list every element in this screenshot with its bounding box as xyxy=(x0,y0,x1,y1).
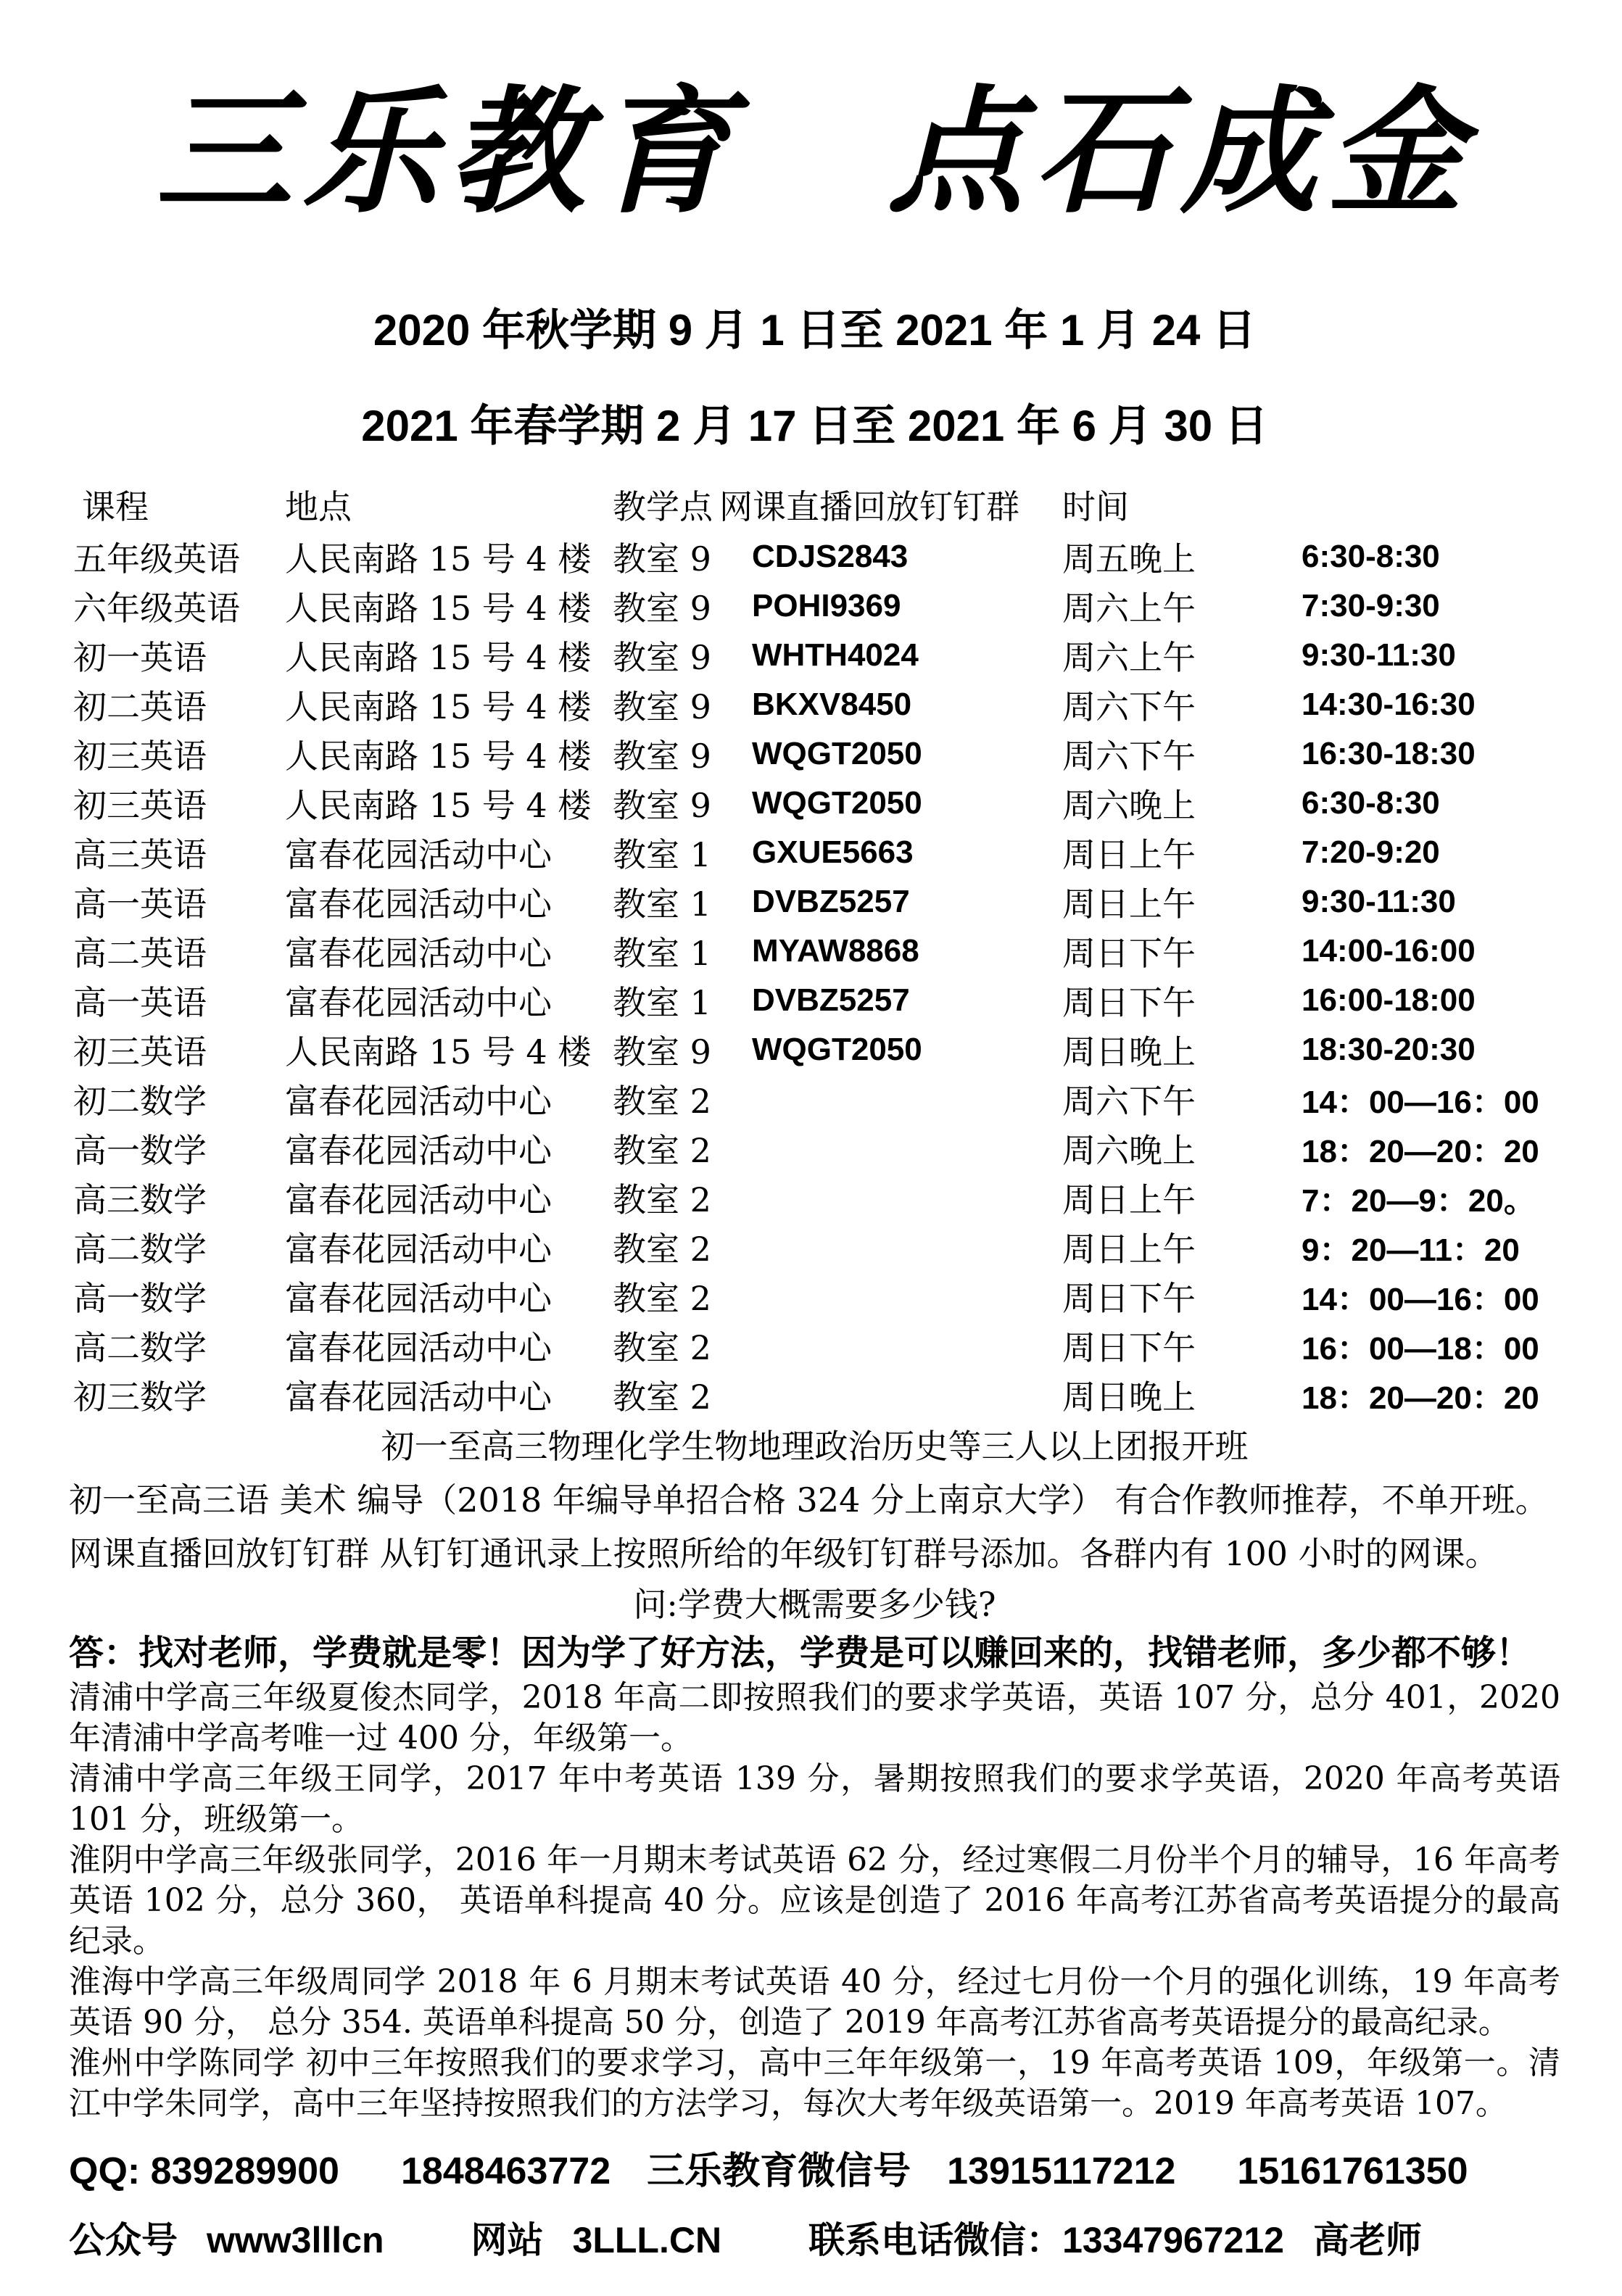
schedule-row xyxy=(69,1173,1560,1222)
schedule-row xyxy=(69,581,1560,631)
course-cell: 高一英语 xyxy=(73,983,207,1022)
day-cell: 周日下午 xyxy=(1062,983,1196,1022)
time-cell: 16:30-18:30 xyxy=(1302,736,1476,771)
time-cell: 16:00-18:00 xyxy=(1302,982,1476,1018)
course-cell: 初二英语 xyxy=(73,687,207,726)
room-cell: 教室 1 xyxy=(613,835,711,874)
location-cell: 人民南路 15 号 4 楼 xyxy=(285,638,592,677)
course-cell: 初三英语 xyxy=(73,786,207,825)
schedule-table xyxy=(69,481,1560,1420)
room-cell: 教室 2 xyxy=(613,1328,711,1367)
day-cell: 周日下午 xyxy=(1062,1328,1196,1367)
room-cell: 教室 9 xyxy=(613,1032,711,1072)
course-cell: 高三英语 xyxy=(73,835,207,874)
wechat-label: 三乐教育微信号 xyxy=(647,2149,911,2193)
schedule-row xyxy=(69,1272,1560,1321)
time-cell: 6:30-8:30 xyxy=(1302,785,1440,821)
qq-numbers: QQ: 839289900 xyxy=(69,2150,339,2192)
group-cell: POHI9369 xyxy=(752,588,901,623)
day-cell: 周六下午 xyxy=(1062,737,1196,776)
location-cell: 富春花园活动中心 xyxy=(285,1180,552,1219)
room-cell: 教室 9 xyxy=(613,539,711,579)
day-cell: 周六晚上 xyxy=(1062,1131,1196,1170)
location-cell: 富春花园活动中心 xyxy=(285,934,552,973)
group-cell: DVBZ5257 xyxy=(752,982,910,1018)
header-time: 时间 xyxy=(1062,487,1129,526)
schedule-row xyxy=(69,976,1560,1025)
group-cell: WQGT2050 xyxy=(752,1032,922,1067)
location-cell: 富春花园活动中心 xyxy=(285,983,552,1022)
day-cell: 周五晚上 xyxy=(1062,539,1196,579)
schedule-row xyxy=(69,1370,1560,1420)
schedule-row xyxy=(69,680,1560,729)
group-enrollment-note: 初一至高三物理化学生物地理政治历史等三人以上团报开班 xyxy=(381,1427,1249,1466)
testimonial-paragraph: 清浦中学高三年级夏俊杰同学，2018 年高二即按照我们的要求学英语，英语 107 分，总分 401，2020 年清浦中学高考唯一过 400 分，年级第一。 xyxy=(69,1679,1560,1757)
room-cell: 教室 9 xyxy=(613,687,711,726)
day-cell: 周日上午 xyxy=(1062,1230,1196,1269)
course-cell: 高一数学 xyxy=(73,1131,207,1170)
day-cell: 周六下午 xyxy=(1062,687,1196,726)
room-cell: 教室 1 xyxy=(613,983,711,1022)
schedule-row xyxy=(69,1025,1560,1074)
schedule-row xyxy=(69,729,1560,779)
group-cell: WQGT2050 xyxy=(752,736,922,771)
website-label: 网站 xyxy=(471,2218,544,2261)
room-cell: 教室 9 xyxy=(613,589,711,628)
day-cell: 周日上午 xyxy=(1062,835,1196,874)
schedule-row xyxy=(69,1222,1560,1272)
schedule-header-row xyxy=(69,481,1560,532)
room-cell: 教室 2 xyxy=(613,1082,711,1121)
tuition-answer: 答：找对老师，学费就是零！因为学了好方法，学费是可以赚回来的，找错老师，多少都不够！ xyxy=(69,1633,1531,1673)
group-cell: WQGT2050 xyxy=(752,785,922,821)
schedule-row xyxy=(69,532,1560,581)
location-cell: 人民南路 15 号 4 楼 xyxy=(285,589,592,628)
location-cell: 人民南路 15 号 4 楼 xyxy=(285,786,592,825)
course-cell: 初三英语 xyxy=(73,737,207,776)
time-cell: 9:30-11:30 xyxy=(1302,884,1456,919)
room-cell: 教室 1 xyxy=(613,934,711,973)
course-cell: 高一英语 xyxy=(73,884,207,924)
time-cell: 14:00-16:00 xyxy=(1302,933,1476,969)
contact-line-qq-wechat xyxy=(69,2150,1560,2193)
header-course: 课程 xyxy=(82,487,149,526)
time-cell: 6:30-8:30 xyxy=(1302,539,1440,574)
schedule-row xyxy=(69,1074,1560,1124)
schedule-row xyxy=(69,927,1560,976)
time-cell: 18：20—20：20 xyxy=(1302,1380,1539,1416)
course-cell: 高二数学 xyxy=(73,1328,207,1367)
page-title: 三乐教育 点石成金 xyxy=(155,72,1474,232)
schedule-row xyxy=(69,631,1560,680)
time-cell: 9:30-11:30 xyxy=(1302,637,1456,673)
testimonial-paragraph: 淮州中学陈同学 初中三年按照我们的要求学习，高中三年年级第一，19 年高考英语 109，年级第一。清江中学朱同学，高中三年坚持按照我们的方法学习，每次大考年级英语第一。2019 年高考英语 107。 xyxy=(69,2044,1560,2122)
schedule-row xyxy=(69,828,1560,877)
location-cell: 富春花园活动中心 xyxy=(285,1279,552,1318)
schedule-row xyxy=(69,779,1560,828)
room-cell: 教室 9 xyxy=(613,638,711,677)
teacher-name: 高老师 xyxy=(1312,2218,1422,2261)
room-cell: 教室 2 xyxy=(613,1279,711,1318)
course-cell: 初三数学 xyxy=(73,1377,207,1417)
time-cell: 16：00—18：00 xyxy=(1302,1331,1539,1367)
testimonial-paragraph: 淮阴中学高三年级张同学，2016 年一月期末考试英语 62 分，经过寒假二月份半个月的辅导，16 年高考英语 102 分，总分 360， 英语单科提高 40 分。应该是创造了 2016 年高考江苏省高考英语提分的最高纪录。 xyxy=(69,1841,1560,1960)
time-cell: 7:30-9:30 xyxy=(1302,588,1440,623)
location-cell: 富春花园活动中心 xyxy=(285,1082,552,1121)
phone-wechat-label: 联系电话微信： xyxy=(808,2218,1063,2261)
semester-date-fall: 2020 年秋学期 9 月 1 日至 2021 年 1 月 24 日 xyxy=(373,306,1257,355)
contact-line-web-phone xyxy=(69,2218,1560,2262)
official-account-label: 公众号 xyxy=(69,2218,178,2261)
group-cell: CDJS2843 xyxy=(752,539,909,574)
location-cell: 人民南路 15 号 4 楼 xyxy=(285,1032,592,1072)
semester-date-spring: 2021 年春学期 2 月 17 日至 2021 年 6 月 30 日 xyxy=(361,402,1268,450)
day-cell: 周日上午 xyxy=(1062,884,1196,924)
qq-number-2: 1848463772 xyxy=(400,2150,611,2192)
location-cell: 人民南路 15 号 4 楼 xyxy=(285,539,592,579)
time-cell: 7:20-9:20 xyxy=(1302,834,1440,870)
course-cell: 高二数学 xyxy=(73,1230,207,1269)
day-cell: 周日下午 xyxy=(1062,934,1196,973)
day-cell: 周日下午 xyxy=(1062,1279,1196,1318)
tuition-question: 问:学费大概需要多少钱? xyxy=(633,1585,996,1624)
course-cell: 五年级英语 xyxy=(73,539,240,579)
course-cell: 初一英语 xyxy=(73,638,207,677)
dingtalk-instruction-note: 网课直播回放钉钉群 从钉钉通讯录上按照所给的年级钉钉群号添加。各群内有 100 小时的网课。 xyxy=(69,1534,1499,1573)
art-media-note: 初一至高三语 美术 编导（2018 年编导单招合格 324 分上南京大学） 有合作教师推荐，不单开班。 xyxy=(69,1480,1549,1520)
course-cell: 高一数学 xyxy=(73,1279,207,1318)
official-account-id: www3lllcn xyxy=(207,2220,384,2260)
time-cell: 7：20—9：20。 xyxy=(1302,1183,1536,1219)
course-cell: 高三数学 xyxy=(73,1180,207,1219)
header-dingtalk-group: 网课直播回放钉钉群 xyxy=(719,487,1019,526)
group-cell: GXUE5663 xyxy=(752,834,914,870)
day-cell: 周六下午 xyxy=(1062,1082,1196,1121)
room-cell: 教室 1 xyxy=(613,884,711,924)
time-cell: 14：00—16：00 xyxy=(1302,1282,1539,1317)
testimonials xyxy=(69,1678,1560,2124)
time-cell: 18:30-20:30 xyxy=(1302,1032,1476,1067)
day-cell: 周日晚上 xyxy=(1062,1032,1196,1072)
location-cell: 富春花园活动中心 xyxy=(285,1230,552,1269)
wechat-number-1: 13915117212 xyxy=(947,2150,1176,2192)
group-cell: DVBZ5257 xyxy=(752,884,910,919)
room-cell: 教室 2 xyxy=(613,1180,711,1219)
location-cell: 人民南路 15 号 4 楼 xyxy=(285,737,592,776)
group-cell: WHTH4024 xyxy=(752,637,919,673)
time-cell: 9：20—11：20 xyxy=(1302,1232,1520,1268)
wechat-number-2: 15161761350 xyxy=(1237,2150,1468,2192)
semester-dates xyxy=(69,283,1560,474)
day-cell: 周日晚上 xyxy=(1062,1377,1196,1417)
phone-number: 13347967212 xyxy=(1062,2220,1284,2260)
location-cell: 富春花园活动中心 xyxy=(285,1377,552,1417)
website-url: 3LLL.CN xyxy=(572,2220,722,2260)
course-cell: 高二英语 xyxy=(73,934,207,973)
header-classroom: 教学点 xyxy=(613,487,713,526)
room-cell: 教室 9 xyxy=(613,737,711,776)
location-cell: 人民南路 15 号 4 楼 xyxy=(285,687,592,726)
room-cell: 教室 9 xyxy=(613,786,711,825)
room-cell: 教室 2 xyxy=(613,1230,711,1269)
course-cell: 初三英语 xyxy=(73,1032,207,1072)
location-cell: 富春花园活动中心 xyxy=(285,1328,552,1367)
location-cell: 富春花园活动中心 xyxy=(285,884,552,924)
schedule-row xyxy=(69,1321,1560,1370)
time-cell: 14:30-16:30 xyxy=(1302,687,1476,722)
header-location: 地点 xyxy=(285,487,352,526)
day-cell: 周六晚上 xyxy=(1062,786,1196,825)
location-cell: 富春花园活动中心 xyxy=(285,835,552,874)
schedule-row xyxy=(69,1124,1560,1173)
testimonial-paragraph: 淮海中学高三年级周同学 2018 年 6 月期末考试英语 40 分，经过七月份一个月的强化训练，19 年高考英语 90 分， 总分 354. 英语单科提高 50 分，创造了 2019 年高考江苏省高考英语提分的最高纪录。 xyxy=(69,1963,1560,2041)
schedule-row xyxy=(69,877,1560,927)
group-cell: BKXV8450 xyxy=(752,687,912,722)
time-cell: 18：20—20：20 xyxy=(1302,1134,1539,1169)
day-cell: 周日上午 xyxy=(1062,1180,1196,1219)
room-cell: 教室 2 xyxy=(613,1131,711,1170)
schedule-body xyxy=(69,532,1560,1420)
testimonial-paragraph: 清浦中学高三年级王同学，2017 年中考英语 139 分，暑期按照我们的要求学英语，2020 年高考英语 101 分，班级第一。 xyxy=(69,1760,1560,1838)
room-cell: 教室 2 xyxy=(613,1377,711,1417)
course-cell: 六年级英语 xyxy=(73,589,240,628)
course-cell: 初二数学 xyxy=(73,1082,207,1121)
group-cell: MYAW8868 xyxy=(752,933,919,969)
day-cell: 周六上午 xyxy=(1062,589,1196,628)
location-cell: 富春花园活动中心 xyxy=(285,1131,552,1170)
time-cell: 14：00—16：00 xyxy=(1302,1085,1539,1120)
day-cell: 周六上午 xyxy=(1062,638,1196,677)
